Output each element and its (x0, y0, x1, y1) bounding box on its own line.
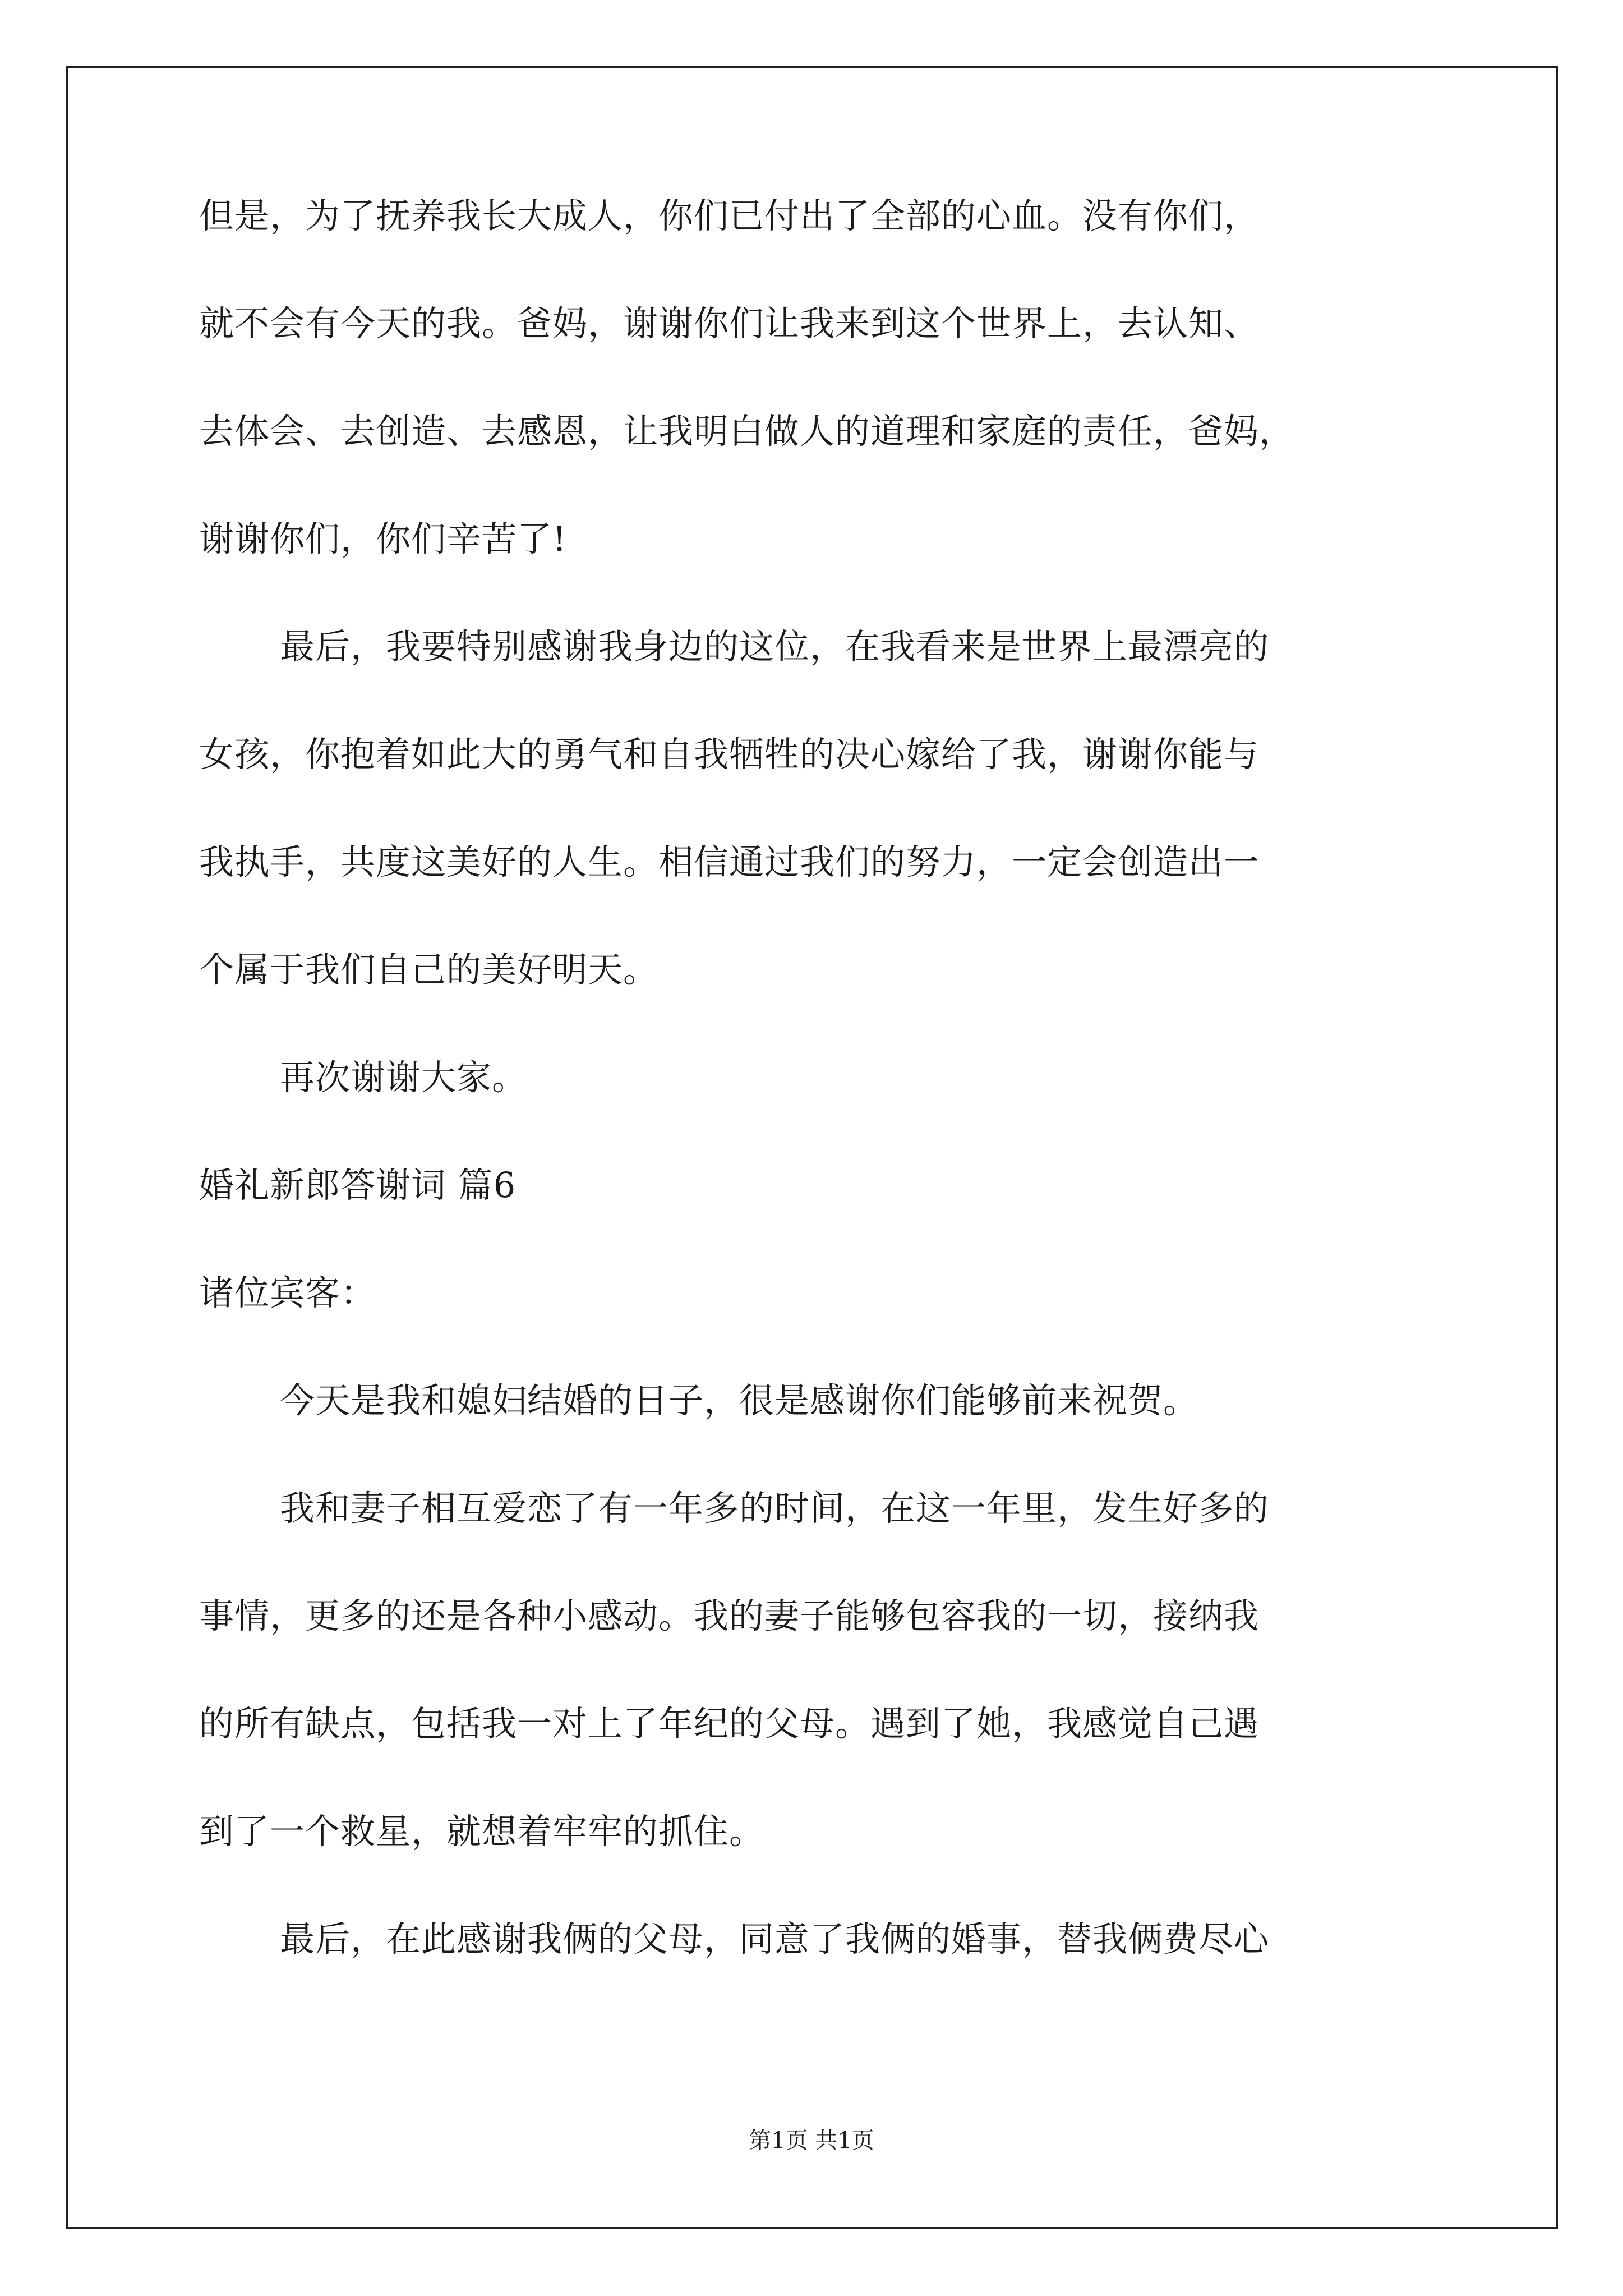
page-footer (0, 2127, 1623, 2154)
text-line: 去体会、去创造、去感恩，让我明白做人的道理和家庭的责任，爸妈， (199, 411, 1295, 452)
paragraph-start-line: 最后，在此感谢我俩的父母，同意了我俩的婚事，替我俩费尽心 (280, 1918, 1270, 1959)
page-number-label: 第1页 共1页 (749, 2128, 874, 2154)
paragraph-start-line: 最后，我要特别感谢我身边的这位，在我看来是世界上最漂亮的 (280, 626, 1270, 667)
document-body (199, 196, 1467, 1959)
text-line: 就不会有今天的我。爸妈，谢谢你们让我来到这个世界上，去认知、 (199, 303, 1260, 344)
text-line: 的所有缺点，包括我一对上了年纪的父母。遇到了她，我感觉自己遇 (199, 1703, 1260, 1744)
paragraph-start-line: 再次谢谢大家。 (280, 1057, 528, 1098)
text-line: 个属于我们自己的美好明天。 (199, 949, 659, 990)
text-line: 女孩，你抱着如此大的勇气和自我牺牲的决心嫁给了我，谢谢你能与 (199, 734, 1260, 775)
paragraph-start-line: 我和妻子相互爱恋了有一年多的时间，在这一年里，发生好多的 (280, 1488, 1270, 1529)
paragraph-start-line: 今天是我和媳妇结婚的日子，很是感谢你们能够前来祝贺。 (280, 1380, 1199, 1421)
text-line: 谢谢你们，你们辛苦了! (199, 518, 567, 559)
text-line: 事情，更多的还是各种小感动。我的妻子能够包容我的一切，接纳我 (199, 1595, 1260, 1636)
text-line: 到了一个救星，就想着牢牢的抓住。 (199, 1811, 765, 1852)
salutation: 诸位宾客： (199, 1272, 376, 1313)
text-line: 我执手，共度这美好的人生。相信通过我们的努力，一定会创造出一 (199, 841, 1260, 882)
text-line: 但是，为了抚养我长大成人，你们已付出了全部的心血。没有你们， (199, 195, 1260, 236)
section-heading: 婚礼新郎答谢词 篇6 (199, 1165, 517, 1205)
